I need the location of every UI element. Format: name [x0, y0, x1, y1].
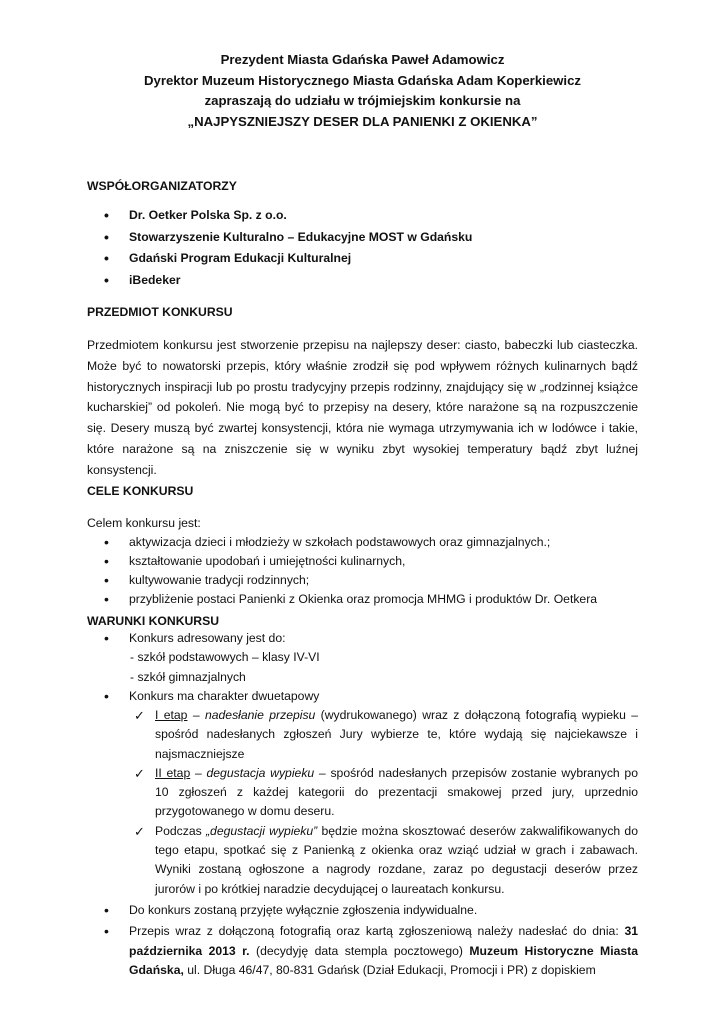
list-item: • Dr. Oetker Polska Sp. z o.o. [87, 205, 638, 227]
checkmark-icon: ✓ [134, 708, 145, 723]
deadline-post: ul. Długa 46/47, 80-831 Gdańsk (Dział Edukacji, Promocji i PR) z dopiskiem [183, 963, 596, 978]
school-middle: - szkół gimnazjalnych [130, 669, 246, 684]
invitation-header [0, 50, 725, 132]
goals-list [87, 533, 638, 609]
subject-heading: PRZEDMIOT KONKURSU [87, 305, 233, 319]
list-item: • aktywizacja dzieci i młodzieży w szkołach podstawowych oraz gimnazjalnych.; [87, 533, 638, 552]
subject-paragraph: Przedmiotem konkursu jest stworzenie przepisu na najlepszy deser: ciasto, babeczki lub ciasteczka. Może być to nowatorski przepis, który właśnie zrodził się pod wpływem różnych kulinarnych bądź historycznych inspiracji lub po prostu tradycyjny przepis rodzinny, znajdujący się w „rodzinnej książce kucharskiej” od pokoleń. Nie mogą być to przepisy na desery, które narażone są na rozpuszczenie się. Desery muszą być zwartej konsystencji, która nie wymaga utrzymywania ich w lodówce i takie, które narażone są na zniszczenie się w wyniku zbyt wysokiej temperatury bądź zbyt luźnej konsystencji. [87, 338, 638, 477]
conditions-list [87, 629, 638, 648]
goals-section [87, 484, 638, 609]
coorganizers-heading: WSPÓŁORGANIZATORZY [87, 179, 237, 193]
list-item: • przybliżenie postaci Panienki z Okienka oraz promocja MHMG i produktów Dr. Oetkera [87, 590, 638, 609]
tasting-italic: „degustacji wypieku” [205, 823, 318, 838]
stage-1-item [87, 706, 638, 764]
museum-name: Muzeum Historyczne Miasta Gdańska, [129, 943, 638, 978]
list-item [87, 687, 638, 706]
conditions-section [87, 614, 638, 981]
list-item: • Stowarzyszenie Kulturalno – Edukacyjne MOST w Gdańsku [87, 227, 638, 249]
goals-intro: Celem konkursu jest: [87, 516, 201, 530]
list-item: • iBedeker [87, 270, 638, 292]
header-line-invite: zapraszają do udziału w trójmiejskim konkursie na [204, 93, 521, 108]
coorganizers-section [87, 179, 638, 291]
stage-2-italic: degustacja wypieku [206, 765, 315, 780]
tasting-pre: Podczas [155, 823, 206, 838]
stages-intro: Konkurs ma charakter dwuetapowy [129, 688, 320, 703]
list-item [87, 901, 638, 920]
stage-2-item [87, 764, 638, 822]
stages-checklist [87, 706, 638, 899]
stage-2-label: II etap [155, 765, 191, 780]
stage-1-italic: nadesłanie przepisu [204, 708, 316, 722]
header-line-mayor: Prezydent Miasta Gdańska Paweł Adamowicz [220, 52, 505, 67]
school-primary: - szkół podstawowych – klasy IV-VI [130, 650, 320, 665]
stages-list [87, 687, 638, 706]
stage-2-dash: – [190, 765, 207, 780]
deadline-date: 31 października 2013 r. [129, 924, 638, 958]
list-item: • kształtowanie upodobań i umiejętności kulinarnych, [87, 552, 638, 571]
stage-1-text: (wydrukowanego) wraz z dołączoną fotografią wypieku – spośród nadesłanych zgłoszeń Jury wybierze te, które wydają się najciekawsze i najsmaczniejsze [155, 708, 638, 761]
contest-title: „NAJPYSZNIEJSZY DESER DLA PANIENKI Z OKIENKA” [187, 113, 538, 129]
deadline-mid: (decydyję data stempla pocztowego) [249, 943, 470, 958]
addressed-text: Konkurs adresowany jest do: [129, 631, 286, 645]
list-item: • kultywowanie tradycji rodzinnych; [87, 571, 638, 590]
stage-2-text: – spośród nadesłanych przepisów zostanie wybranych po 10 zgłoszeń z każdej kategorii do prezentacji smakowej przed jury, uprzednio przygotowanego w domu deseru. [155, 765, 638, 819]
stage-1-label: I etap [155, 708, 188, 722]
list-item: • Gdański Program Edukacji Kulturalnej [87, 248, 638, 270]
tasting-text: będzie można skosztować deserów zakwalifikowanych do tego etapu, spotkać się z Panienką z okienka oraz wziąć udział w grach i zabawach. Wyniki zostaną ogłoszone a nagrody rozdane, zaraz po degustacji deserów przez jurorów i po krótkiej naradzie decydującej o laureatach konkursu. [155, 823, 638, 896]
subject-section [87, 305, 638, 481]
deadline-pre: Przepis wraz z dołączoną fotografią oraz kartą zgłoszeniową należy nadesłać do dnia: [129, 924, 625, 939]
checkmark-icon: ✓ [134, 765, 145, 781]
tasting-item [87, 822, 638, 899]
goals-heading: CELE KONKURSU [87, 484, 194, 498]
rules-list [87, 901, 638, 981]
coorganizers-list [87, 205, 638, 291]
checkmark-icon: ✓ [134, 823, 145, 839]
stage-1-dash: – [187, 708, 205, 722]
header-line-director: Dyrektor Muzeum Historycznego Miasta Gdańska Adam Koperkiewicz [143, 72, 582, 88]
list-item [87, 922, 638, 981]
list-item [87, 629, 638, 648]
conditions-heading: WARUNKI KONKURSU [87, 614, 220, 628]
individual-text: Do konkurs zostaną przyjęte wyłącznie zgłoszenia indywidualne. [129, 902, 478, 917]
